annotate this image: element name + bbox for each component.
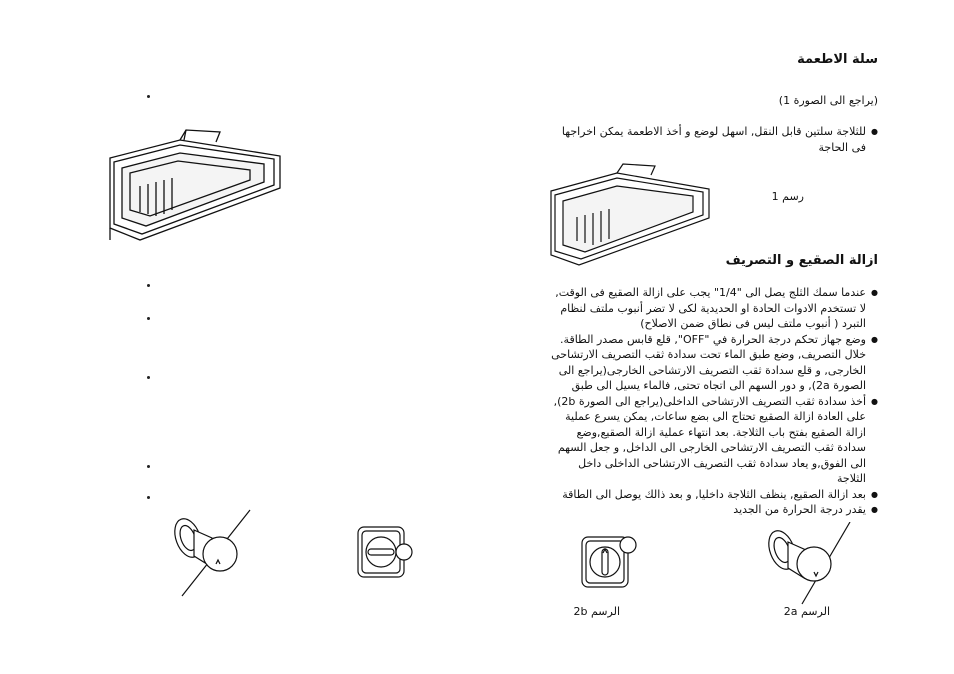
drain-plug-knob-illustration-right [760, 522, 855, 607]
basket-bullets [548, 124, 878, 155]
basket-title: سلة الاطعمة [797, 52, 878, 67]
defrost-bullet: ● بعد ازالة الصقيع, ينظف الثلاجة داخليا, و بعد ذالك يوصل الى الطاقة [548, 487, 878, 503]
margin-dot [147, 376, 150, 379]
defrost-bullet: ● يقدر درجة الحرارة من الجديد [548, 502, 878, 518]
margin-dot [147, 95, 150, 98]
defrost-bullet: ● أخذ سدادة ثقب التصريف الارتشاحى الداخلى(يراجع الى الصورة 2b), على العادة ازالة الصقيع تحتاج الى بضع ساعات, يمكن يسرع عملية ازالة الصقيع بفتح باب الثلاجة. بعد انتهاء عملية ازالة الصقيع,وضع سدادة ثقب التصريف الارتشاحى الخارجى الى الداخل, و جعل السهم الى الفوق,و يعاد سدادة ثقب التصريف الارتشاحى الداخلى داخل الثلاجة [548, 394, 878, 487]
drain-plug-square-illustration-left [356, 525, 414, 580]
drain-plug-knob-illustration-left [168, 508, 258, 600]
basket-bullet: ● للثلاجة سلتين قابل النقل, اسهل لوضع و أخذ الاطعمة يمكن اخراجها فى الحاجة [548, 124, 878, 155]
figure-2a-caption: الرسم 2a [783, 605, 830, 618]
margin-dot [147, 465, 150, 468]
margin-dot [147, 496, 150, 499]
freezer-open-illustration-left [100, 128, 290, 243]
drain-plug-square-illustration-right [580, 533, 638, 591]
defrost-bullet: ● عندما سمك الثلج يصل الى "1/4" يجب على ازالة الصقيع فى الوقت, لا تستخدم الادوات الحادة او الحديدية لكى لا تضر أنبوب ملتف لنظام التبرد ( أنبوب ملتف ليس فى نطاق ضمن الاصلاح) [548, 285, 878, 332]
basket-reference: (يراجع الى الصورة 1) [778, 94, 878, 107]
margin-dot [147, 317, 150, 320]
defrost-title: ازالة الصقيع و التصريف [725, 253, 878, 268]
figure-1-label: رسم 1 [771, 190, 804, 203]
figure-2b-caption: الرسم 2b [573, 605, 620, 618]
defrost-bullets [548, 285, 878, 518]
margin-dot [147, 284, 150, 287]
defrost-bullet: ● وضع جهاز تحكم درجة الحرارة في "OFF", قلع قابس مصدر الطاقة. خلال التصريف, وضع طبق الماء تحت سدادة ثقب التصريف الارتشاحى الخارجى, و قلع سدادة ثقب التصريف الارتشاحى الخارجى(يراجع الى الصورة 2a), و دور السهم الى اتجاه تحتى, فالماء يسيل الى طبق [548, 332, 878, 394]
